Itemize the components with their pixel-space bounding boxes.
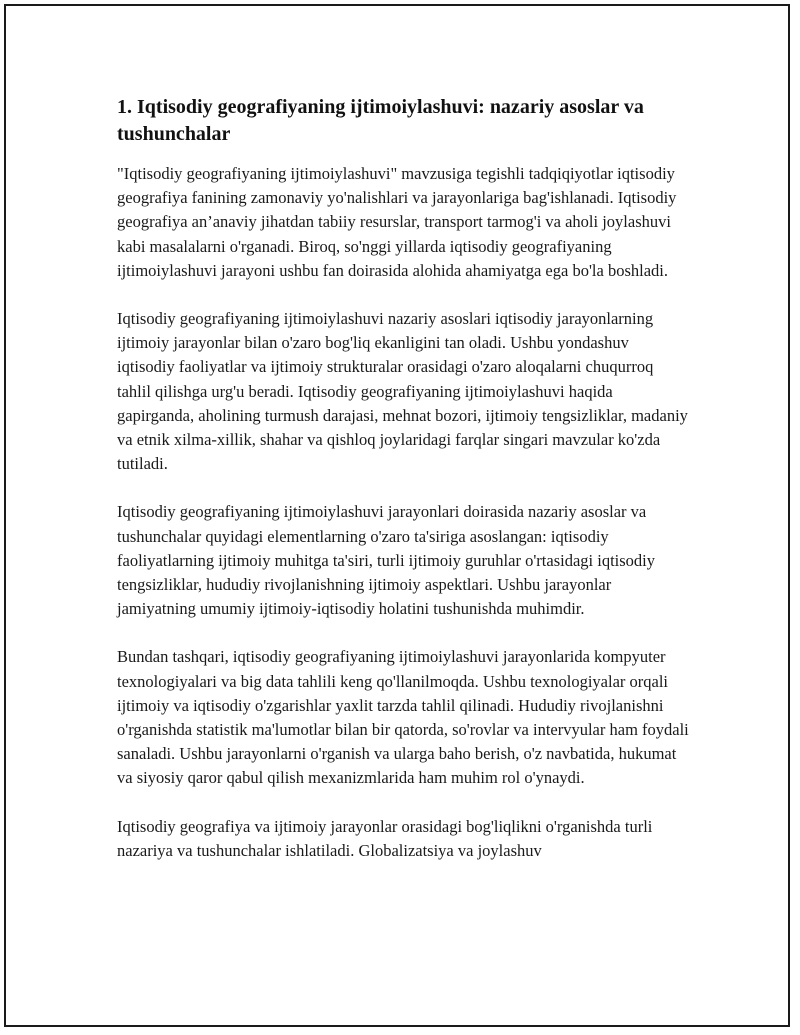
- paragraph-2: Iqtisodiy geografiyaning ijtimoiylashuvi nazariy asoslari iqtisodiy jarayonlarning ijtimoiy jarayonlar bilan o'zaro bog'liq ekanligini tan oladi. Ushbu yondashuv iqtisodiy faoliyatlar va ijtimoiy strukturalar orasidagi o'zaro aloqalarni chuqurroq tahlil qilishga urg'u beradi. Iqtisodiy geografiyaning ijtimoiylashuvi haqida gapirganda, aholining turmush darajasi, mehnat bozori, ijtimoiy tengsizliklar, madaniy va etnik xilma-xillik, shahar va qishloq joylaridagi farqlar singari mavzular ko'zda tutiladi.: [117, 309, 688, 474]
- paragraph-3: Iqtisodiy geografiyaning ijtimoiylashuvi jarayonlari doirasida nazariy asoslar va tushunchalar quyidagi elementlarning o'zaro ta'siriga asoslangan: iqtisodiy faoliyatlarning ijtimoiy muhitga ta'siri, turli ijtimoiy guruhlar o'rtasidagi iqtisodiy tengsizliklar, hududiy rivojlanishning ijtimoiy aspektlari. Ushbu jarayonlar jamiyatning umumiy ijtimoiy-iqtisodiy holatini tushunishda muhimdir.: [117, 502, 655, 619]
- paragraph-5: Iqtisodiy geografiya va ijtimoiy jarayonlar orasidagi bog'liqlikni o'rganishda turli nazariya va tushunchalar ishlatiladi. Globalizatsiya va joylashuv: [117, 816, 653, 860]
- section-heading: 1. Iqtisodiy geografiyaning ijtimoiylashuvi: nazariy asoslar va tushunchalar: [117, 96, 644, 145]
- paragraph-4: Bundan tashqari, iqtisodiy geografiyaning ijtimoiylashuvi jarayonlarida kompyuter texnologiyalari va big data tahlili keng qo'llanilmoqda. Ushbu texnologiyalar orqali ijtimoiy va iqtisodiy o'zgarishlar yaxlit tarzda tahlil qilinadi. Hududiy rivojlanishni o'rganishda statistik ma'lumotlar bilan bir qatorda, so'rovlar va intervyular ham foydali sanaladi. Ushbu jarayonlarni o'rganish va ularga baho berish, o'z navbatida, hukumat va siyosiy qaror qabul qilish mexanizmlarida ham muhim rol o'ynaydi.: [117, 647, 689, 788]
- paragraph-1: "Iqtisodiy geografiyaning ijtimoiylashuvi" mavzusiga tegishli tadqiqiyotlar iqtisodiy geografiya fanining zamonaviy yo'nalishlari va jarayonlariga bag'ishlanadi. Iqtisodiy geografiya an’anaviy jihatdan tabiiy resurslar, transport tarmog'i va aholi joylashuvi kabi masalalarni o'rganadi. Biroq, so'nggi yillarda iqtisodiy geografiyaning ijtimoiylashuvi jarayoni ushbu fan doirasida alohida ahamiyatga ega bo'la boshladi.: [117, 164, 677, 280]
- document-body: [117, 94, 689, 887]
